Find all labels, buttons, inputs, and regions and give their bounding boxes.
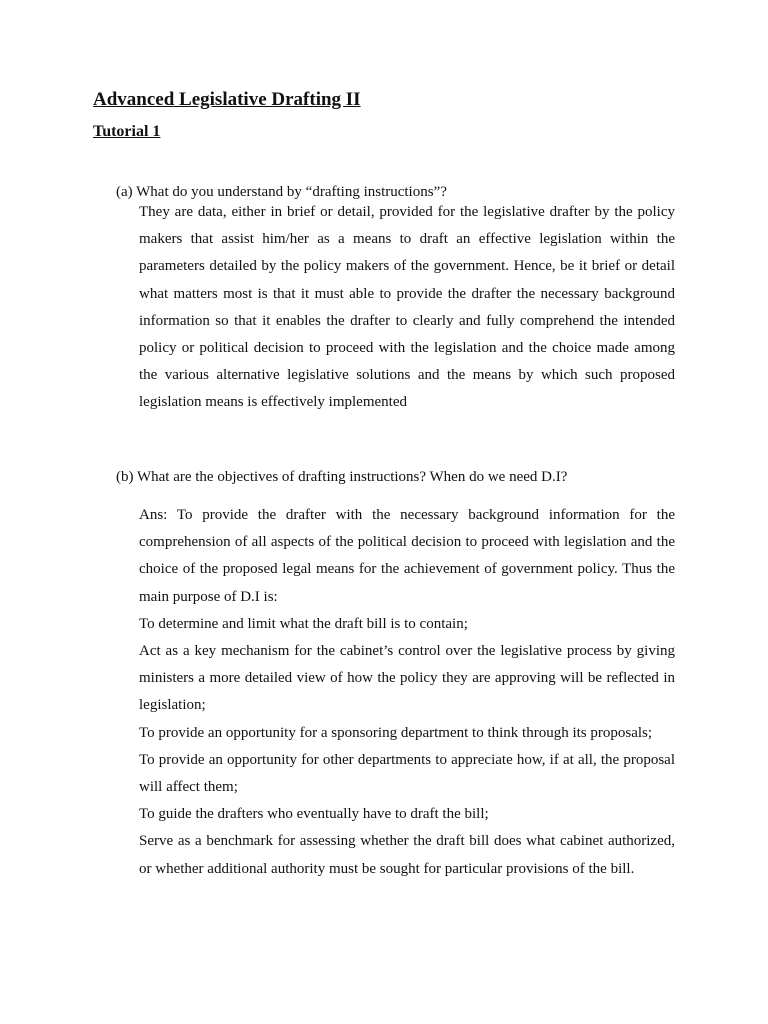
answer-b (139, 502, 675, 883)
answer-a: They are data, either in brief or detail, provided for the legislative drafter by the policy makers that assist him/her as a means to draft an effective legislation within the parameters detailed by the policy makers of the government. Hence, be it brief or detail what matters most is that it must able to provide the drafter the necessary background information so that it enables the drafter to clearly and fully comprehend the intended policy or political decision to proceed with the legislation and the choice made among the various alternative legislative solutions and the means by which such proposed legislation means is effectively implemented (139, 204, 675, 411)
answer-b-point: Act as a key mechanism for the cabinet’s control over the legislative process by giving ministers a more detailed view of how the policy they are approving will be reflected in legislation; (139, 643, 675, 714)
document-title: Advanced Legislative Drafting II (93, 89, 361, 110)
answer-b-point: To guide the drafters who eventually have to draft the bill; (139, 806, 489, 823)
document-subtitle: Tutorial 1 (93, 123, 161, 140)
answer-b-point: Serve as a benchmark for assessing whether the draft bill does what cabinet authorized, or whether additional authority must be sought for particular provisions of the bill. (139, 833, 675, 877)
answer-b-point: To provide an opportunity for other departments to appreciate how, if at all, the proposal will affect them; (139, 751, 675, 796)
question-a: (a) What do you understand by “drafting instructions”? (116, 184, 447, 200)
question-b: (b) What are the objectives of drafting instructions? When do we need D.I? (116, 469, 568, 485)
answer-b-point: To provide an opportunity for a sponsoring department to think through its proposals; (139, 724, 653, 741)
answer-b-intro: Ans: To provide the drafter with the necessary background information for the comprehension of all aspects of the political decision to proceed with legislation and the choice of the proposed legal means for the achievement of government policy. Thus the main purpose of D.I is: (139, 507, 675, 605)
answer-b-point: To determine and limit what the draft bill is to contain; (139, 615, 468, 632)
